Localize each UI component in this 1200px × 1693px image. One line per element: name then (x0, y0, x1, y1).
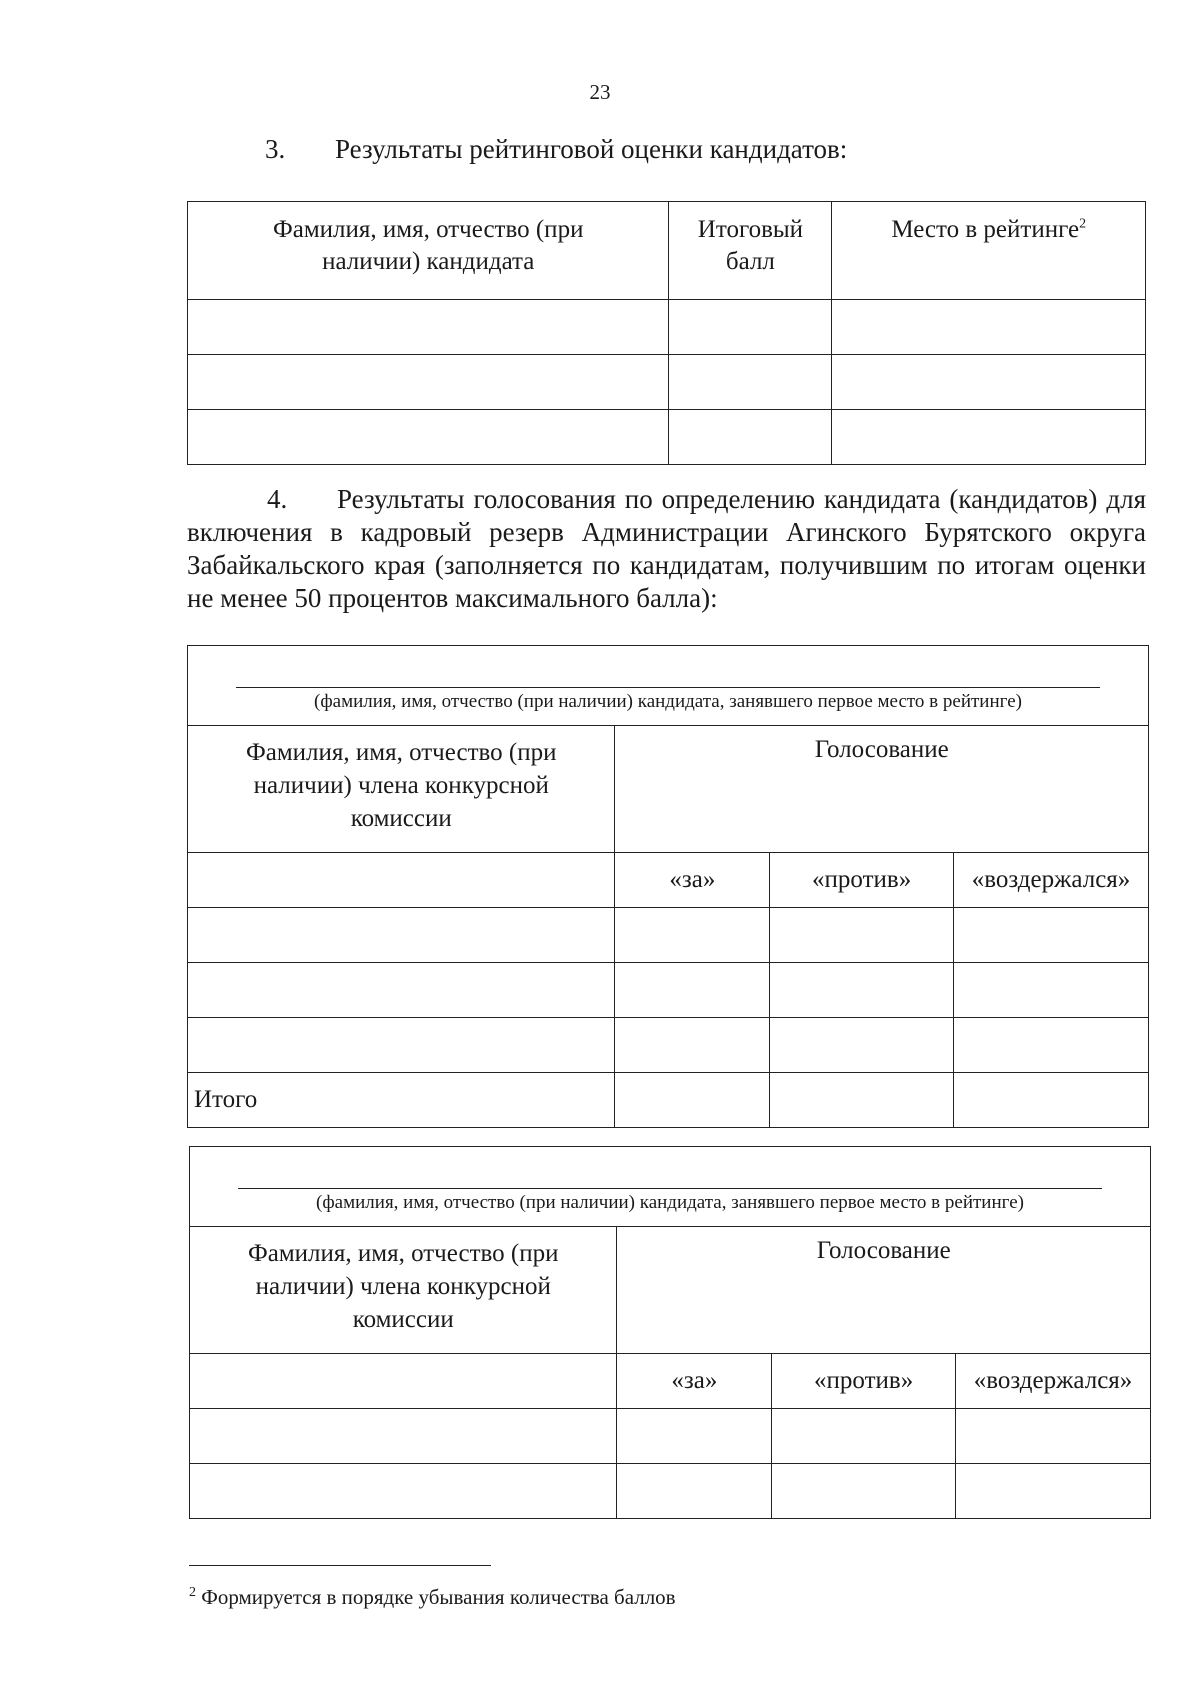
rating-table-header-row (188, 202, 1146, 300)
section-3-title: Результаты рейтинговой оценки кандидатов: (335, 134, 848, 164)
vote-abstain-header: «воздержался» (956, 1354, 1151, 1409)
footnote-mark: 2 (1079, 216, 1087, 232)
voting-header: Голосование (615, 726, 1149, 853)
candidate-name-cell (190, 1147, 1151, 1227)
footnote (189, 1585, 676, 1610)
total-label: Итого (188, 1073, 615, 1128)
member-header: Фамилия, имя, отчество (при наличии) члена конкурсной комиссии (190, 1227, 617, 1354)
candidate-caption: (фамилия, имя, отчество (при наличии) кандидата, занявшего первое место в рейтинге) (316, 1192, 1024, 1213)
footnote-text: Формируется в порядке убывания количества баллов (201, 1585, 676, 1609)
table-row (188, 300, 1146, 355)
section-4-paragraph (187, 483, 1146, 615)
table-row (188, 908, 1149, 963)
candidate-caption: (фамилия, имя, отчество (при наличии) кандидата, занявшего первое место в рейтинге) (314, 691, 1022, 712)
vote-against-header: «против» (770, 853, 954, 908)
table-row (188, 355, 1146, 410)
footnote-separator (189, 1565, 491, 1566)
candidate-name-line (236, 687, 1100, 688)
vote-abstain-header: «воздержался» (954, 853, 1149, 908)
rating-table (187, 201, 1146, 465)
footnote-number: 2 (189, 1585, 196, 1600)
candidate-name-cell (188, 646, 1149, 726)
total-row (188, 1073, 1149, 1128)
table-row (188, 1018, 1149, 1073)
section-4-text: Результаты голосования по определению кандидата (кандидатов) для включения в кадровый резерв Администрации Агинского Бурятского округа Забайкальского края (заполняется по кандидатам, получившим по итогам оценки не менее 50 процентов максимального балла): (187, 484, 1146, 613)
page-number: 23 (589, 80, 611, 104)
vote-for-header: «за» (615, 853, 770, 908)
table-row (188, 410, 1146, 465)
rating-header-name: Фамилия, имя, отчество (при наличии) кандидата (188, 202, 669, 300)
voting-header: Голосование (617, 1227, 1151, 1354)
section-3-heading (265, 134, 847, 165)
vote-table-1 (187, 645, 1149, 1128)
table-row (188, 963, 1149, 1018)
rating-header-place: Место в рейтинге$^2$ (832, 202, 1146, 300)
table-row (190, 1409, 1151, 1464)
rating-header-score: Итоговый балл (669, 202, 832, 300)
member-header: Фамилия, имя, отчество (при наличии) члена конкурсной комиссии (188, 726, 615, 853)
section-3-number: 3. (265, 134, 286, 164)
vote-for-header: «за» (617, 1354, 772, 1409)
vote-table-2 (189, 1146, 1151, 1519)
candidate-name-line (238, 1188, 1102, 1189)
vote-against-header: «против» (772, 1354, 956, 1409)
section-4-number: 4. (267, 484, 288, 514)
table-row (190, 1464, 1151, 1519)
